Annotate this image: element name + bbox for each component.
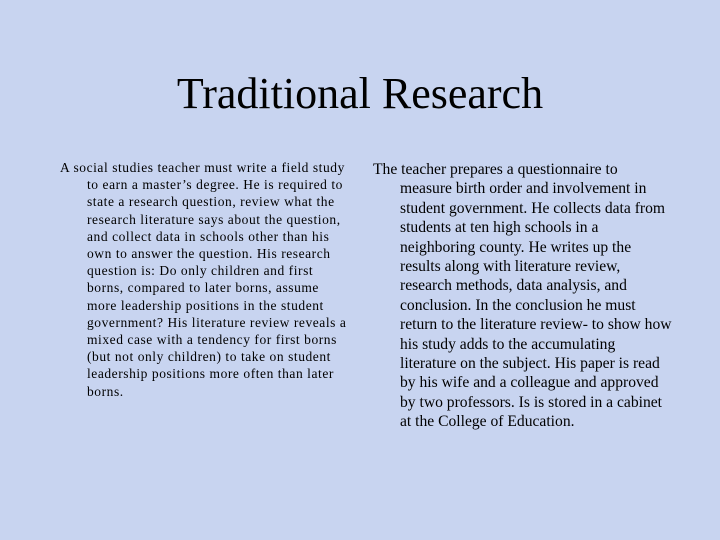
left-text-column [60,159,350,400]
right-text-column [373,160,673,432]
right-paragraph: The teacher prepares a questionnaire to measure birth order and involvement in student government. He collects data from students at ten high schools in a neighboring county. He writes up the results along with literature review, research methods, data analysis, and conclusion. In the conclusion he must return to the literature review- to show how his study adds to the accumulating literature on the subject. His paper is read by his wife and a colleague and approved by two professors. Is is stored in a cabinet at the College of Education. [373,161,672,431]
slide-title: Traditional Research [176,69,544,118]
left-paragraph: A social studies teacher must write a field study to earn a master’s degree. He is required to state a research question, review what the research literature says about the question, and collect data in schools other than his own to answer the question. His research question is: Do only children and first borns, compared to later borns, assume more leadership positions in the student government? His literature review reveals a mixed case with a tendency for first borns (but not only children) to take on student leadership positions more often than later borns. [60,160,347,399]
